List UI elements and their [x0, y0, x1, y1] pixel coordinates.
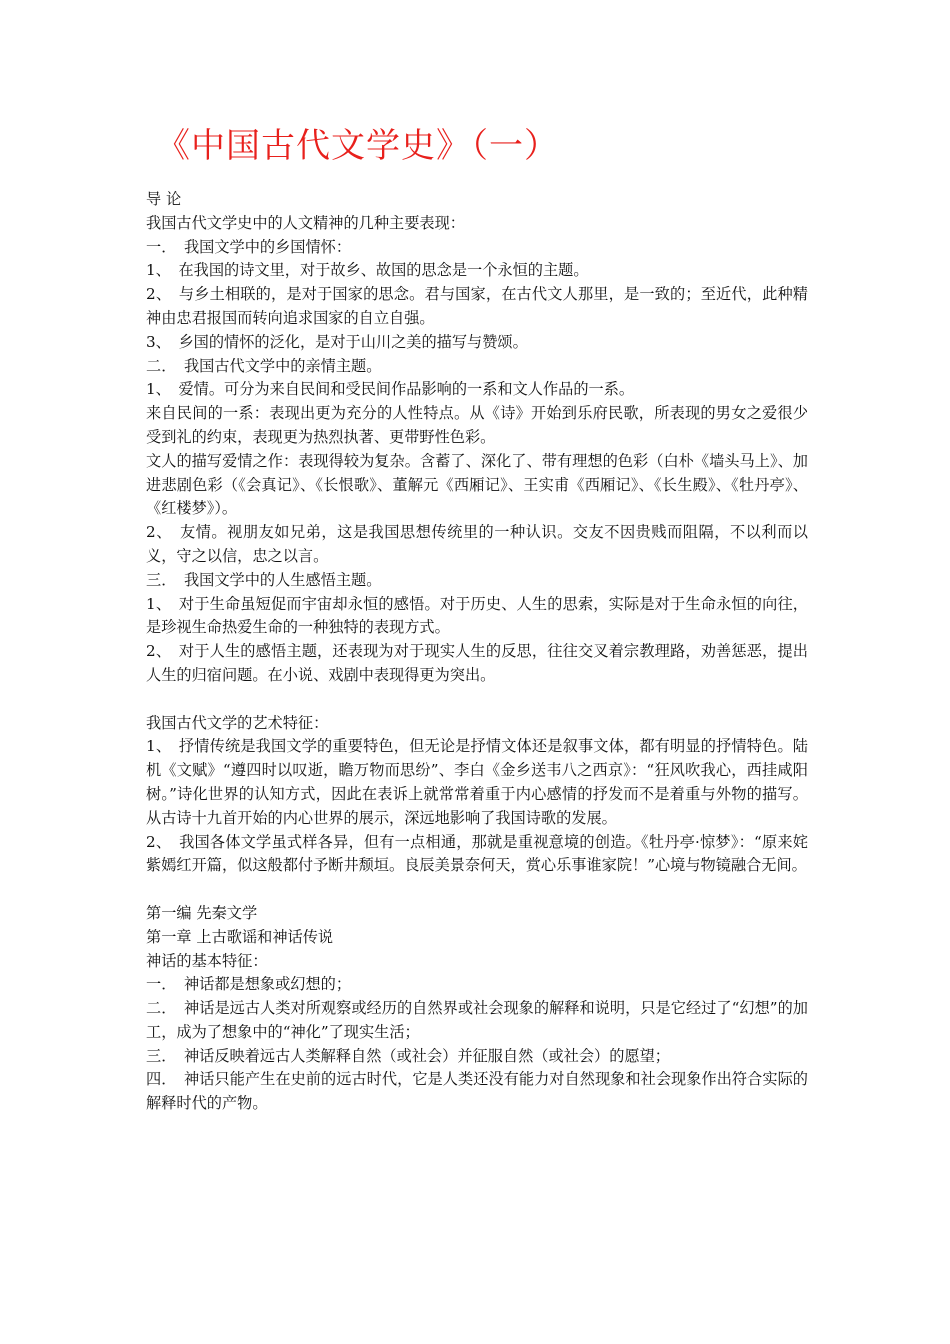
document-title: 《中国古代文学史》（一） — [156, 126, 559, 166]
document-body — [146, 188, 808, 1116]
blank-line — [146, 878, 808, 902]
list-item: 1、 对于生命虽短促而宇宙却永恒的感悟。对于历史、人生的思索，实际是对于生命永恒的向往，是珍视生命热爱生命的一种独特的表现方式。 — [146, 594, 808, 637]
list-item: 四． 神话只能产生在史前的远古时代，它是人类还没有能力对自然现象和社会现象作出符合实际的解释时代的产物。 — [146, 1070, 808, 1113]
paragraph: 来自民间的一系：表现出更为充分的人性特点。从《诗》开始到乐府民歌，所表现的男女之爱很少受到礼的约束，表现更为热烈执著、更带野性色彩。 — [146, 404, 808, 446]
blank-line — [146, 688, 808, 712]
list-heading: 三． 我国文学中的人生感悟主题。 — [146, 570, 382, 589]
list-item: 2、 与乡土相联的，是对于国家的思念。君与国家，在古代文人那里，是一致的；至近代，此种精神由忠君报国而转向追求国家的自立自强。 — [146, 285, 808, 327]
list-item: 2、 友情。视朋友如兄弟，这是我国思想传统里的一种认识。交友不因贵贱而阻隔，不以利而以义，守之以信，忠之以言。 — [146, 523, 808, 565]
list-item: 2、 对于人生的感悟主题，还表现为对于现实人生的反思，往往交叉着宗教理路，劝善惩恶，提出人生的归宿问题。在小说、戏剧中表现得更为突出。 — [146, 642, 808, 684]
list-item: 一． 神话都是想象或幻想的； — [146, 975, 352, 994]
section-heading-intro: 导 论 — [146, 190, 182, 208]
part-heading: 第一编 先秦文学 — [146, 903, 258, 922]
list-item: 三． 神话反映着远古人类解释自然（或社会）并征服自然（或社会）的愿望； — [146, 1046, 670, 1065]
paragraph: 神话的基本特征： — [146, 951, 268, 970]
section-heading: 我国古代文学的艺术特征： — [146, 713, 329, 732]
paragraph: 文人的描写爱情之作：表现得较为复杂。含蓄了、深化了、带有理想的色彩（白朴《墙头马上》、加进悲剧色彩（《会真记》、《长恨歌》、董解元《西厢记》、王实甫《西厢记》、《长生殿》、《牡丹亭》、《红楼梦》）。 — [146, 451, 808, 518]
list-heading: 二． 我国古代文学中的亲情主题。 — [146, 356, 382, 375]
list-item: 1、 抒情传统是我国文学的重要特色，但无论是抒情文体还是叙事文体，都有明显的抒情特色。陆机《文赋》“遵四时以叹逝，瞻万物而思纷”、李白《金乡送韦八之西京》：“狂风吹我心，西挂咸阳树。”诗化世界的认知方式，因此在表诉上就常常着重于内心感情的抒发而不是着重与外物的描写。从古诗十九首开始的内心世界的展示，深远地影响了我国诗歌的发展。 — [146, 737, 808, 827]
list-item: 1、 在我国的诗文里，对于故乡、故国的思念是一个永恒的主题。 — [146, 261, 589, 280]
chapter-heading: 第一章 上古歌谣和神话传说 — [146, 927, 334, 946]
list-item: 1、 爱情。可分为来自民间和受民间作品影响的一系和文人作品的一系。 — [146, 380, 635, 399]
list-item: 2、 我国各体文学虽式样各异，但有一点相通，那就是重视意境的创造。《牡丹亭·惊梦》：“原来姹紫嫣红开篇，似这般都付予断井颓垣。良辰美景奈何天，赏心乐事谁家院！”心境与物镜融合无间。 — [146, 832, 808, 875]
list-heading: 一． 我国文学中的乡国情怀： — [146, 237, 352, 256]
list-item: 3、 乡国的情怀的泛化，是对于山川之美的描写与赞颂。 — [146, 332, 528, 351]
list-item: 二． 神话是远古人类对所观察或经历的自然界或社会现象的解释和说明，只是它经过了“幻想”的加工，成为了想象中的“神化”了现实生活； — [146, 999, 808, 1041]
paragraph: 我国古代文学史中的人文精神的几种主要表现： — [146, 213, 465, 232]
